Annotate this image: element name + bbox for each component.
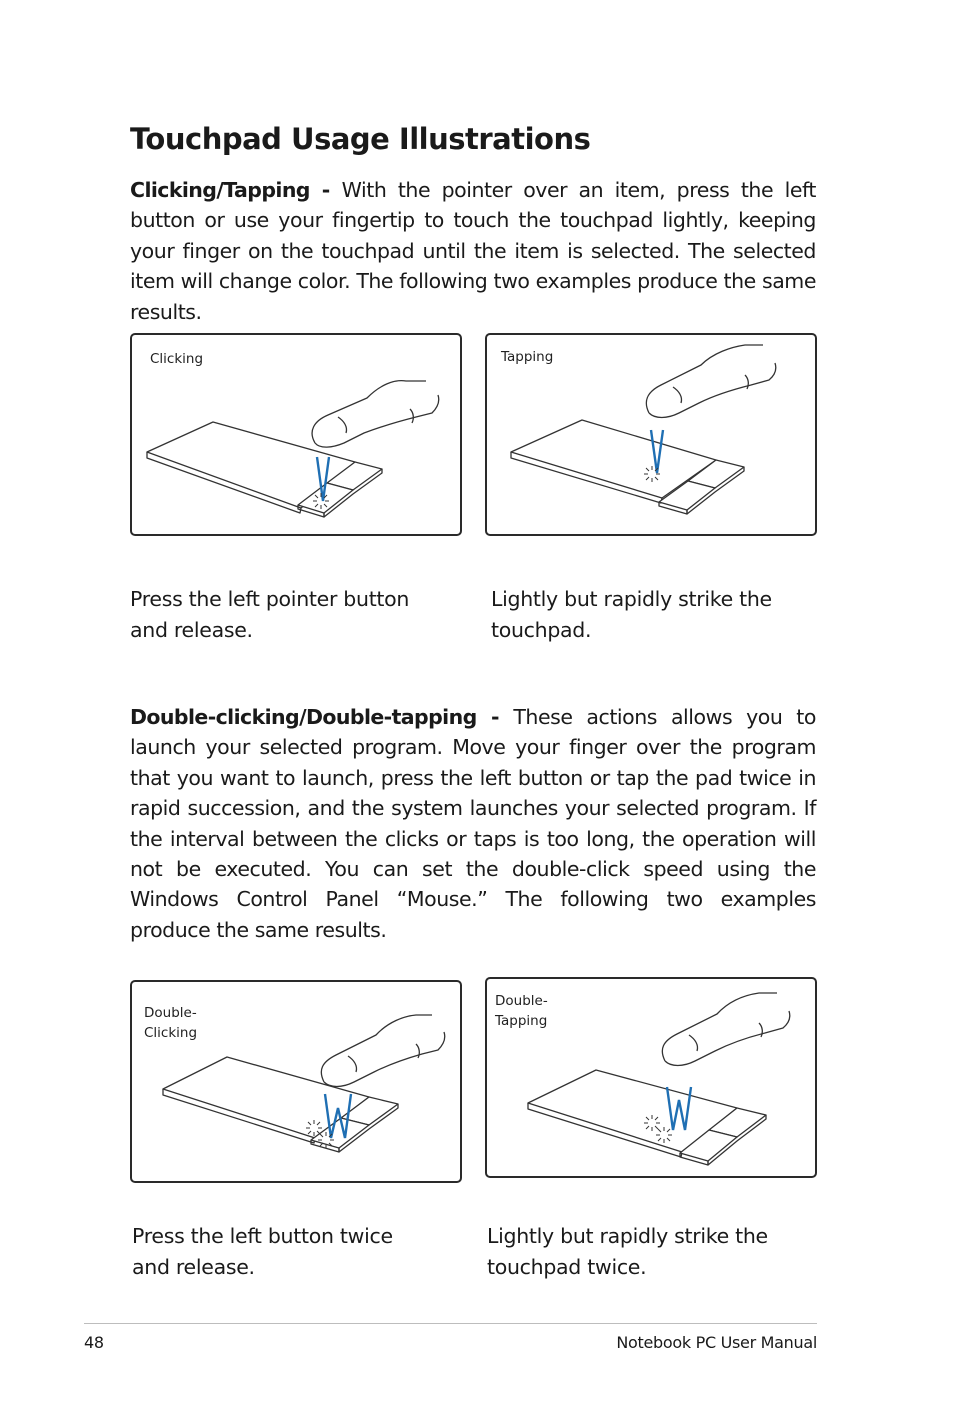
page-number: 48	[84, 1333, 104, 1352]
double-paragraph	[130, 702, 816, 945]
double-clicking-caption: Press the left button twice and release.	[132, 1224, 393, 1279]
footer-rule	[84, 1323, 817, 1324]
tapping-figure	[487, 335, 814, 533]
page-title: Touchpad Usage Illustrations	[130, 122, 591, 156]
double-clicking-illustration	[130, 980, 462, 1183]
clicking-illustration	[130, 333, 462, 536]
double-heading: Double-clicking/Double-tapping -	[130, 705, 514, 729]
clicking-figure	[132, 335, 459, 533]
tapping-caption: Lightly but rapidly strike the touchpad.	[491, 587, 772, 642]
double-tapping-illustration	[485, 977, 817, 1178]
double-tapping-label: Double- Tapping	[495, 993, 548, 1029]
manual-title: Notebook PC User Manual	[616, 1333, 817, 1352]
tapping-illustration	[485, 333, 817, 536]
double-tapping-figure	[487, 979, 814, 1175]
tapping-label: Tapping	[501, 349, 554, 365]
clicking-heading: Clicking/Tapping -	[130, 178, 342, 202]
double-clicking-figure	[132, 982, 459, 1180]
clicking-body: With the pointer over an item, press the left button or use your fingertip to touch the touchpad lightly, keeping your finger on the touchpad until the item is selected. The selected item will change color. The following two examples produce the same results.	[130, 178, 816, 324]
clicking-caption: Press the left pointer button and release.	[130, 587, 410, 642]
double-tapping-caption: Lightly but rapidly strike the touchpad twice.	[487, 1224, 768, 1279]
clicking-paragraph	[130, 175, 816, 327]
clicking-label: Clicking	[150, 351, 204, 367]
double-clicking-label: Double- Clicking	[144, 1005, 198, 1041]
double-body: These actions allows you to launch your selected program. Move your finger over the program that you want to launch, press the left button or tap the pad twice in rapid succession, and the system launches your selected program. If the interval between the clicks or taps is too long, the operation will not be executed. You can set the double-click speed using the Windows Control Panel “Mouse.” The following two examples produce the same results.	[130, 705, 816, 942]
